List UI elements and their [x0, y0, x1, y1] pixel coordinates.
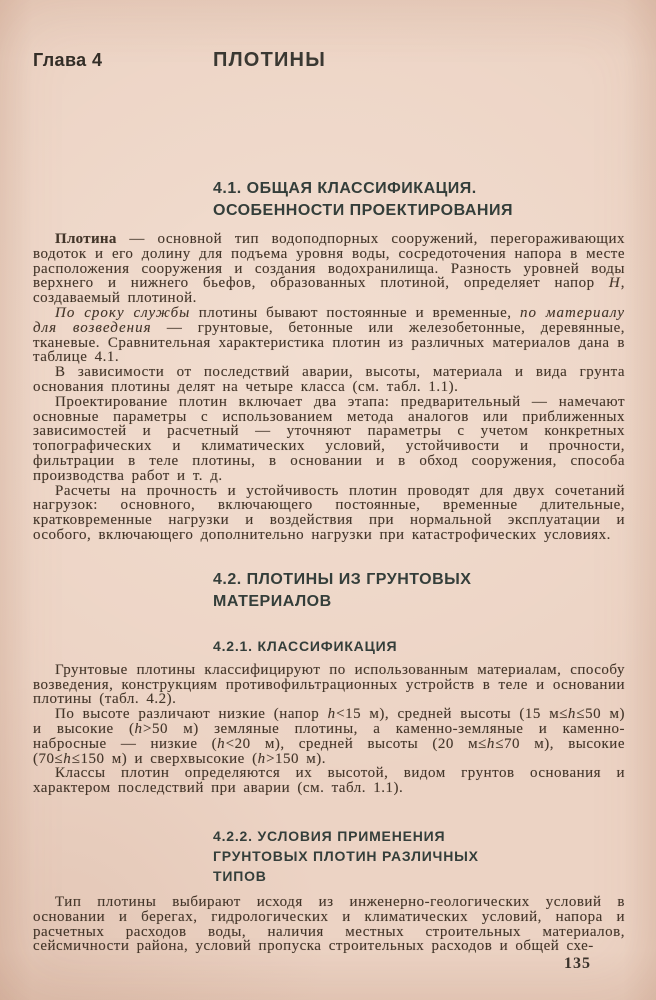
text-run: — грунтовые, бетонные или железобетонные, деревянные, тканевые. Сравнительная характеристика плотин из различных материалов дана в таблице 4.1. [33, 319, 625, 366]
section-heading [213, 826, 625, 886]
section-heading [213, 569, 625, 613]
heading-line: ОСОБЕННОСТИ ПРОЕКТИРОВАНИЯ [213, 202, 513, 219]
section-heading [213, 178, 625, 222]
text-run: , создаваемый плотиной. [33, 275, 625, 307]
text-run: плотины бывают постоянные и временные, [190, 304, 520, 321]
paragraph [33, 663, 625, 707]
page-content [33, 178, 625, 954]
text-run: <15 м), средней высоты (15 м≤ [336, 706, 568, 723]
subsection-4.2.1 [33, 636, 625, 796]
paragraph [33, 395, 625, 484]
italic-text-run: h [217, 735, 226, 752]
text-run: Проектирование плотин включает два этапа: предварительный — намечают основные параметры с использованием метода аналогов или приближенных зависимостей и расчетный — уточняют параметры с учетом конкретных топографических и климатических условий, устойчивости и прочности, фильтрации в теле плотины, в основании и в обход сооружения, способа производства работ и т. д. [33, 393, 625, 484]
chapter-label: Глава 4 [33, 50, 103, 70]
heading-line: 4.1. ОБЩАЯ КЛАССИФИКАЦИЯ. [213, 180, 477, 197]
text-run: Расчеты на прочность и устойчивость плотин проводят для двух сочетаний нагрузок: основного, включающего постоянные, временные длительные, кратковременные нагрузки и воздействия при нормальной эксплуатации и особого, включающего дополнительно нагрузки при катастрофических условиях. [33, 482, 625, 543]
text-run: ≤70 м), высокие (70≤ [33, 735, 625, 767]
heading-line: МАТЕРИАЛОВ [213, 592, 332, 610]
text-run: ≤50 м) и высокие ( [33, 706, 625, 737]
heading-line: 4.2.2. УСЛОВИЯ ПРИМЕНЕНИЯ [213, 827, 446, 844]
page-number: 135 [564, 955, 591, 972]
italic-text-run: h [486, 735, 496, 752]
text-run: >50 м) земляные плотины, а каменно-земляные и каменно-набросные — низкие ( [33, 720, 625, 752]
italic-text-run: h [63, 750, 72, 767]
paragraph [33, 484, 625, 543]
heading-line: ГРУНТОВЫХ ПЛОТИН РАЗЛИЧНЫХ [213, 847, 479, 864]
paragraph [33, 306, 625, 365]
italic-text-run: h [134, 720, 143, 737]
chapter-header [33, 50, 625, 74]
text-run: — основной тип водоподпорных сооружений, перегораживающих водоток и его долину для подъема уровня воды, сосредоточения напора в месте расположения сооружения и создания водохранилища. Разность уровней воды верхнего и нижнего бьефов, образованных плотиной, определяет напор [33, 231, 625, 292]
italic-text-run: По сроку службы [55, 304, 191, 321]
text-run: <20 м), средней высоты (20 м≤ [225, 735, 487, 752]
heading-line: 4.2. ПЛОТИНЫ ИЗ ГРУНТОВЫХ [213, 570, 472, 588]
paragraph [33, 365, 625, 395]
section-4.1 [33, 178, 625, 543]
section-heading [213, 636, 625, 656]
italic-text-run: h [257, 750, 267, 767]
paragraph-group [33, 895, 625, 954]
paragraph [33, 895, 625, 954]
paragraph-group [33, 663, 625, 796]
text-run: Классы плотин определяются их высотой, видом грунтов основания и характером последствий при аварии (см. табл. 1.1). [33, 765, 625, 797]
heading-line: 4.2.1. КЛАССИФИКАЦИЯ [213, 637, 398, 654]
page-body [33, 0, 625, 954]
text-run: Грунтовые плотины классифицируют по использованным материалам, способу возведения, конструкциям противофильтрационных устройств в теле и основании плотины (табл. 4.2). [33, 661, 625, 708]
text-run: ≤150 м) и сверхвысокие ( [71, 750, 258, 767]
italic-text-run: h [567, 706, 577, 723]
italic-text-run: H [608, 275, 621, 292]
paragraph [33, 766, 625, 796]
italic-text-run: h [327, 706, 337, 723]
section-4.2 [33, 569, 625, 954]
heading-line: ТИПОВ [213, 867, 267, 884]
text-run: В зависимости от последствий аварии, высоты, материала и вида грунта основания плотины делят на четыре класса (см. табл. 1.1). [33, 364, 625, 395]
paragraph [33, 707, 625, 766]
text-run: >150 м). [266, 750, 327, 767]
paragraph [33, 232, 625, 306]
subsection-4.2.2 [33, 826, 625, 954]
text-run: Тип плотины выбирают исходя из инженерно-геологических условий в основании и берегах, гидрологических и климатических условий, напора и расчетных расходов воды, наличия местных строительных материалов, сейсмичности района, условий пропуска строительных расходов и общей схе- [33, 893, 625, 955]
text-run: По высоте различают низкие (напор [55, 706, 328, 723]
bold-text-run: Плотина [55, 231, 117, 247]
chapter-title: ПЛОТИНЫ [213, 49, 326, 71]
paragraph-group [33, 232, 625, 543]
italic-text-run: по материалу для возведения [33, 304, 625, 336]
